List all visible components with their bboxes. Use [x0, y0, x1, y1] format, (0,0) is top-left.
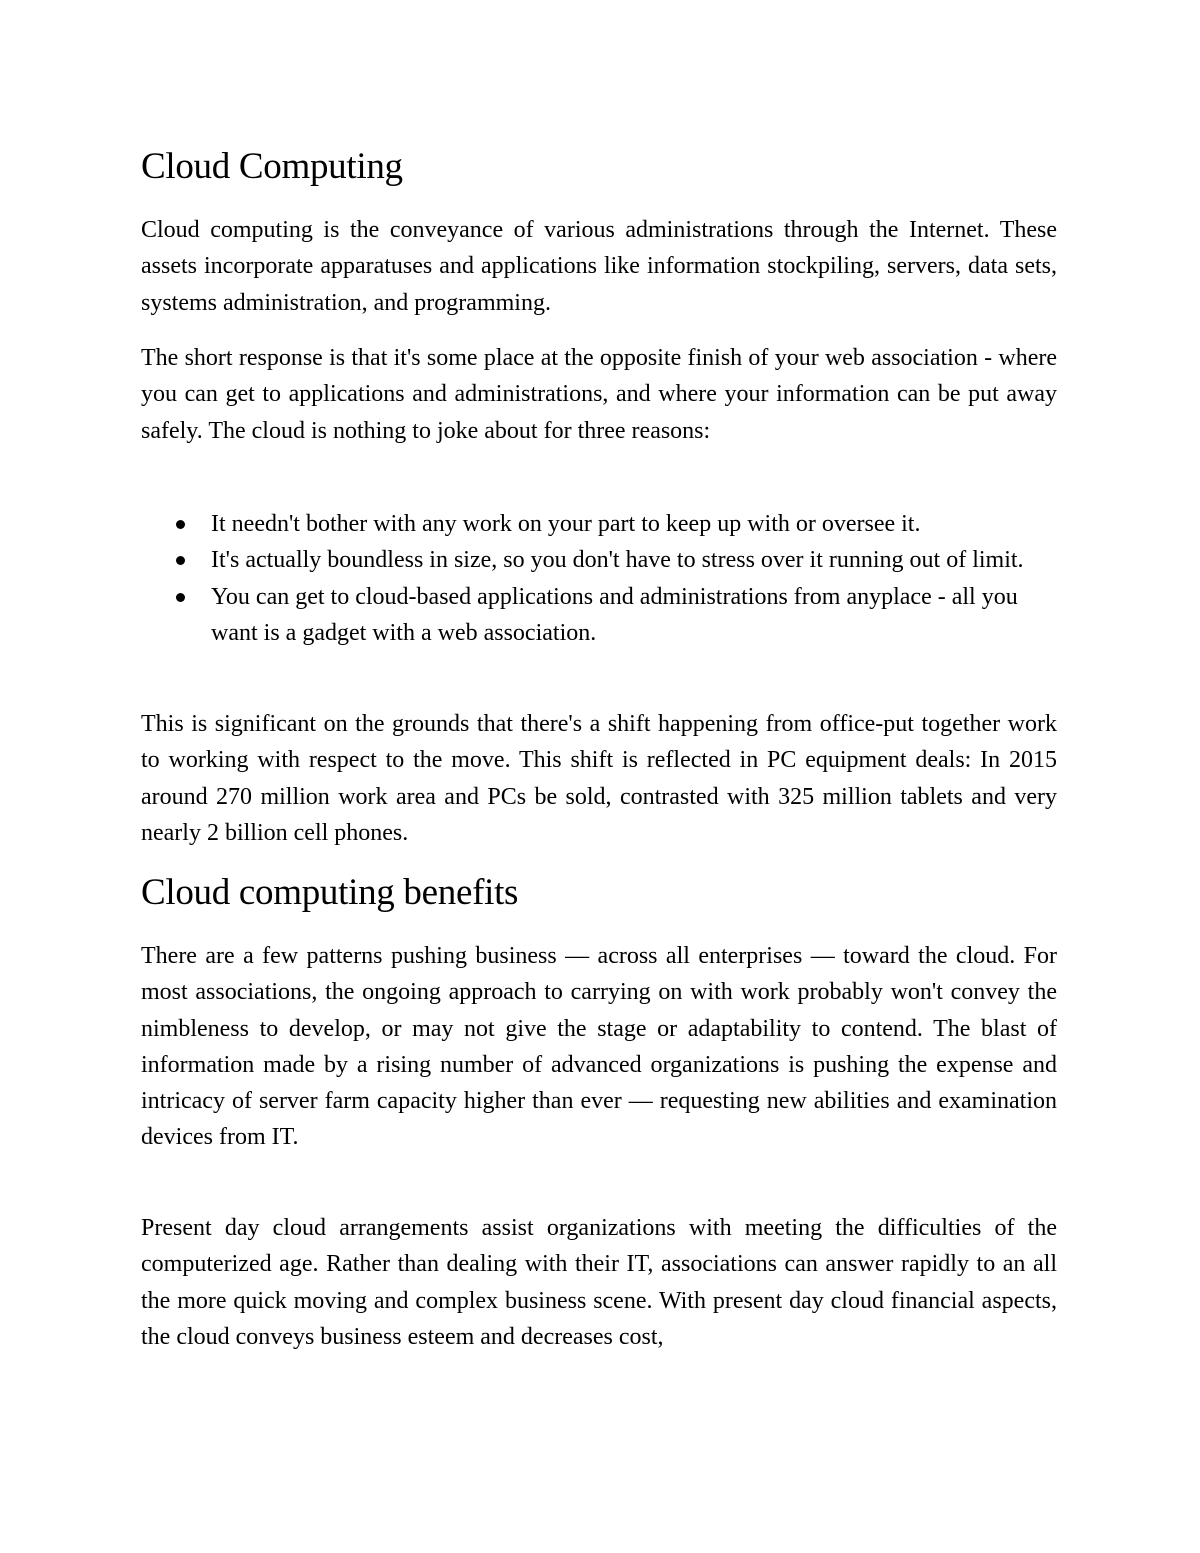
paragraph-significance: This is significant on the grounds that there's a shift happening from office-put together work to working with respect to the move. This shift is reflected in PC equipment deals: In 2015 around 270 million work area and PCs be sold, contrasted with 325 million tablets and very nearly 2 billion cell phones.: [141, 711, 1057, 846]
bullet-icon: [176, 593, 185, 602]
paragraph-short-response: The short response is that it's some place at the opposite finish of your web association - where you can get to applications and administrations, and where your information can be put away safely. The cloud is nothing to joke about for three reasons:: [141, 345, 1057, 444]
list-item: [141, 542, 1057, 578]
list-item: [141, 579, 1057, 652]
paragraph-present-day: Present day cloud arrangements assist organizations with meeting the difficulties of the computerized age. Rather than dealing with their IT, associations can answer rapidly to an all the more quick moving and complex business scene. With present day cloud financial aspects, the cloud conveys business esteem and decreases cost,: [141, 1215, 1057, 1350]
section-title-benefits: Cloud computing benefits: [141, 872, 519, 913]
bullet-icon: [176, 520, 185, 529]
paragraph-patterns: There are a few patterns pushing business — across all enterprises — toward the cloud. For most associations, the ongoing approach to carrying on with work probably won't convey the nimbleness to develop, or may not give the stage or adaptability to contend. The blast of information made by a rising number of advanced organizations is pushing the expense and intricacy of server farm capacity higher than ever — requesting new abilities and examination devices from IT.: [141, 943, 1057, 1151]
bullet-icon: [176, 556, 185, 565]
paragraph-definition: Cloud computing is the conveyance of various administrations through the Internet. These assets incorporate apparatuses and applications like information stockpiling, servers, data sets, systems administration, and programming.: [141, 217, 1057, 316]
section-title-cloud-computing: Cloud Computing: [141, 146, 403, 187]
list-item-text: It needn't bother with any work on your part to keep up with or oversee it.: [211, 511, 921, 537]
list-item: [141, 506, 1057, 542]
list-item-text: It's actually boundless in size, so you don't have to stress over it running out of limit.: [211, 547, 1024, 574]
list-item-text: You can get to cloud-based applications and administrations from anyplace - all you want is a gadget with a web association.: [211, 583, 1018, 646]
reasons-list: [141, 506, 1057, 651]
